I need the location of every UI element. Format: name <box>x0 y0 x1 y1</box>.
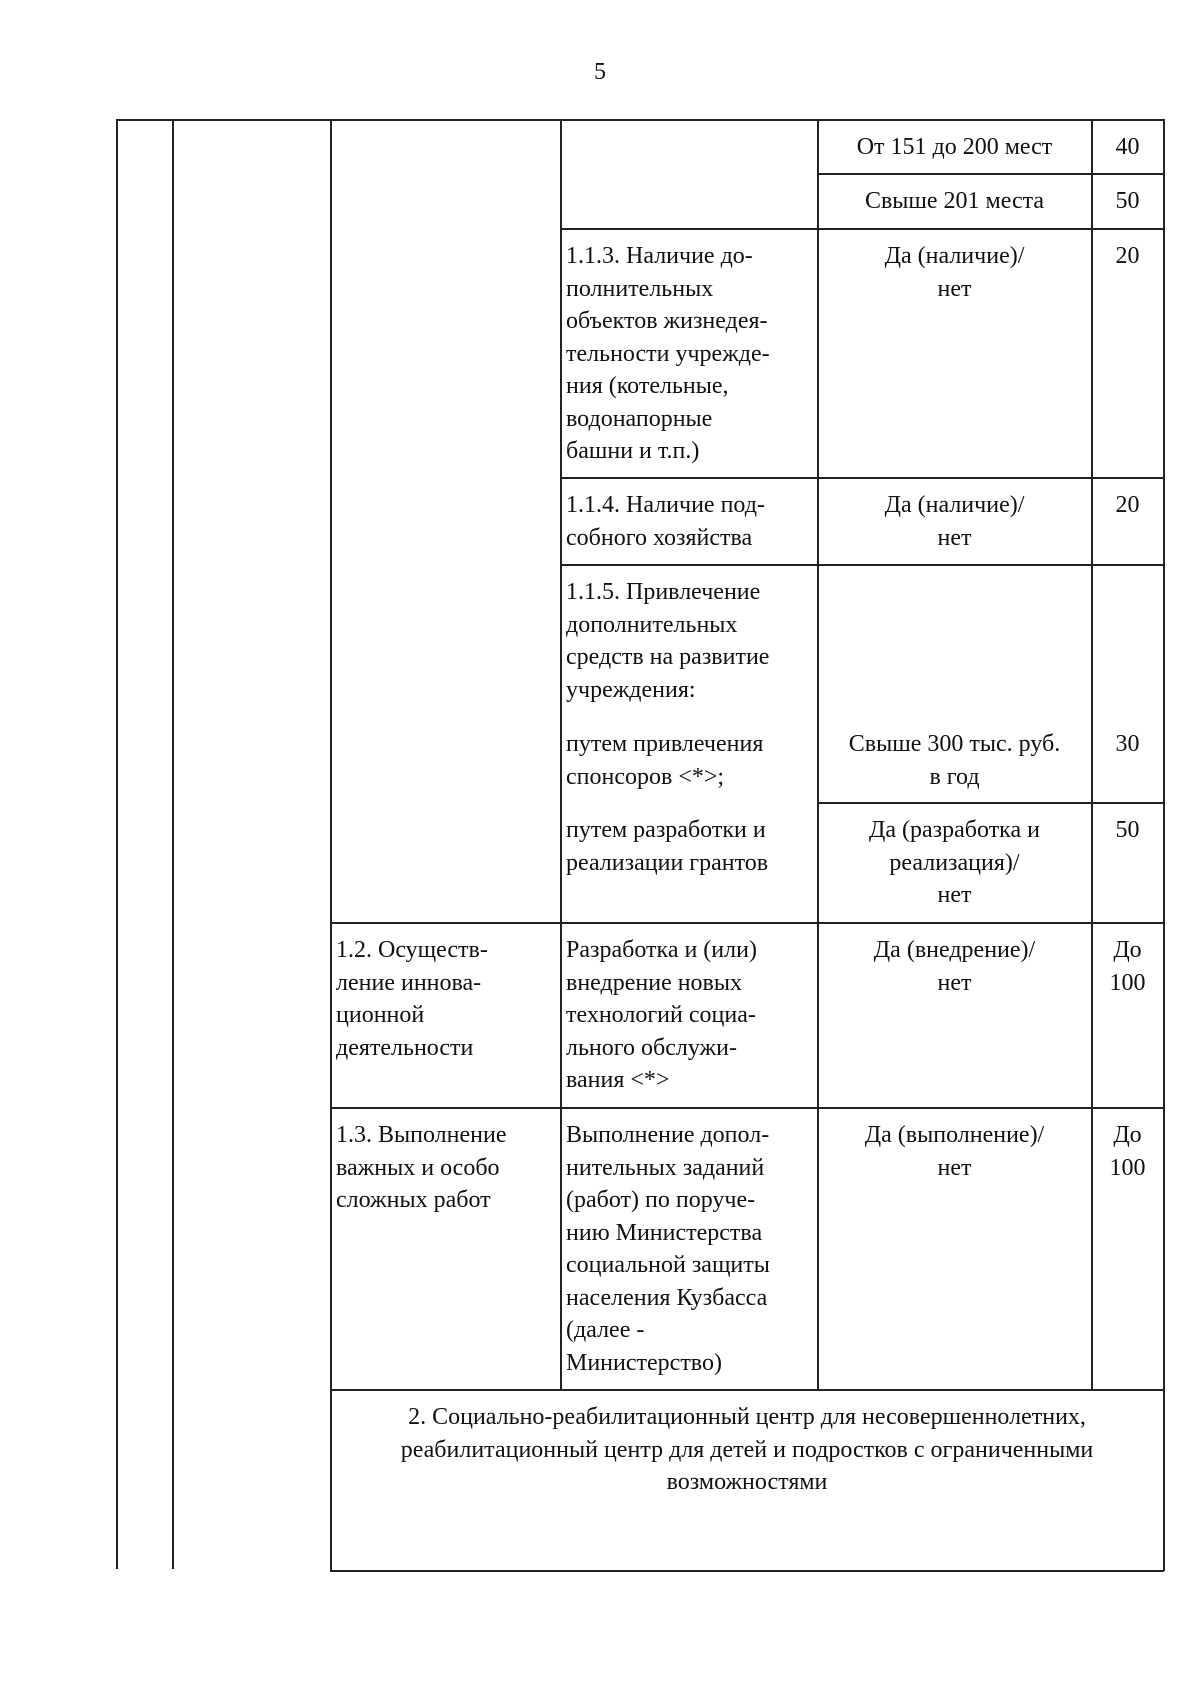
row-line-7 <box>330 1107 1164 1109</box>
row1-value-cell: От 151 до 200 мест <box>856 134 1053 160</box>
col-line-7 <box>1163 119 1165 1571</box>
row7-criterion-cell: 1.3. Выполнение важных и особо сложных работ <box>336 1122 507 1213</box>
section2-title: 2. Социально-реабилитационный центр для несовершеннолетних, реабилитационный центр для детей и подростков с ограниченными возможностями <box>400 1404 1094 1495</box>
row4-value-cell: Да (наличие)/ нет <box>884 492 1025 551</box>
table-bottom-border <box>330 1570 1164 1572</box>
row5-sub1-points: 30 <box>1115 731 1140 757</box>
row5-sub1-indicator: путем привлечения спонсоров <*>; <box>566 731 764 790</box>
row7-value-cell: Да (выполнение)/ нет <box>864 1122 1045 1181</box>
row7-indicator-cell: Выполнение допол- нительных заданий (работ) по поруче- нию Министерства социальной защиты населения Кузбасса (далее - Министерство) <box>566 1122 770 1376</box>
row5-sub2-indicator: путем разработки и реализации грантов <box>566 817 769 876</box>
page-number: 5 <box>594 59 606 85</box>
row6-points-cell: До 100 <box>1109 937 1146 996</box>
row-line-6 <box>330 922 1164 924</box>
row-line-3 <box>560 477 1164 479</box>
row7-points-cell: До 100 <box>1109 1122 1146 1181</box>
row5-indicator-heading: 1.1.5. Привлечение дополнительных средств на развитие учреждения: <box>566 579 770 703</box>
row3-points-cell: 20 <box>1115 243 1140 269</box>
row5-sub1-value: Свыше 300 тыс. руб. в год <box>848 731 1061 790</box>
row-line-8 <box>330 1389 1164 1391</box>
row4-indicator-cell: 1.1.4. Наличие под- собного хозяйства <box>566 492 765 551</box>
row6-indicator-cell: Разработка и (или) внедрение новых технологий социа- льного обслужи- вания <*> <box>566 937 757 1093</box>
row-line-1 <box>817 173 1164 175</box>
row6-criterion-cell: 1.2. Осуществ- ление иннова- ционной деятельности <box>336 937 488 1061</box>
row3-indicator-cell: 1.1.3. Наличие до- полнительных объектов жизнедея- тельности учрежде- ния (котельные, водонапорные башни и т.п.) <box>566 243 770 464</box>
row2-points-cell: 50 <box>1115 188 1140 214</box>
row2-value-cell: Свыше 201 места <box>864 188 1045 214</box>
row5-sub2-value: Да (разработка и реализация)/ нет <box>869 817 1040 908</box>
row6-value-cell: Да (внедрение)/ нет <box>873 937 1036 996</box>
table-top-border <box>116 119 1165 121</box>
row1-points-cell: 40 <box>1115 134 1140 160</box>
row-line-2 <box>560 228 1164 230</box>
row5-sub2-points: 50 <box>1115 817 1140 843</box>
row3-value-cell: Да (наличие)/ нет <box>884 243 1025 302</box>
col-line-3 <box>330 119 332 1571</box>
row4-points-cell: 20 <box>1115 492 1140 518</box>
row-line-5 <box>817 802 1164 804</box>
row-line-4 <box>560 564 1164 566</box>
col-line-4 <box>560 119 562 1390</box>
col-line-2 <box>172 119 174 1569</box>
col-line-1 <box>116 119 118 1569</box>
